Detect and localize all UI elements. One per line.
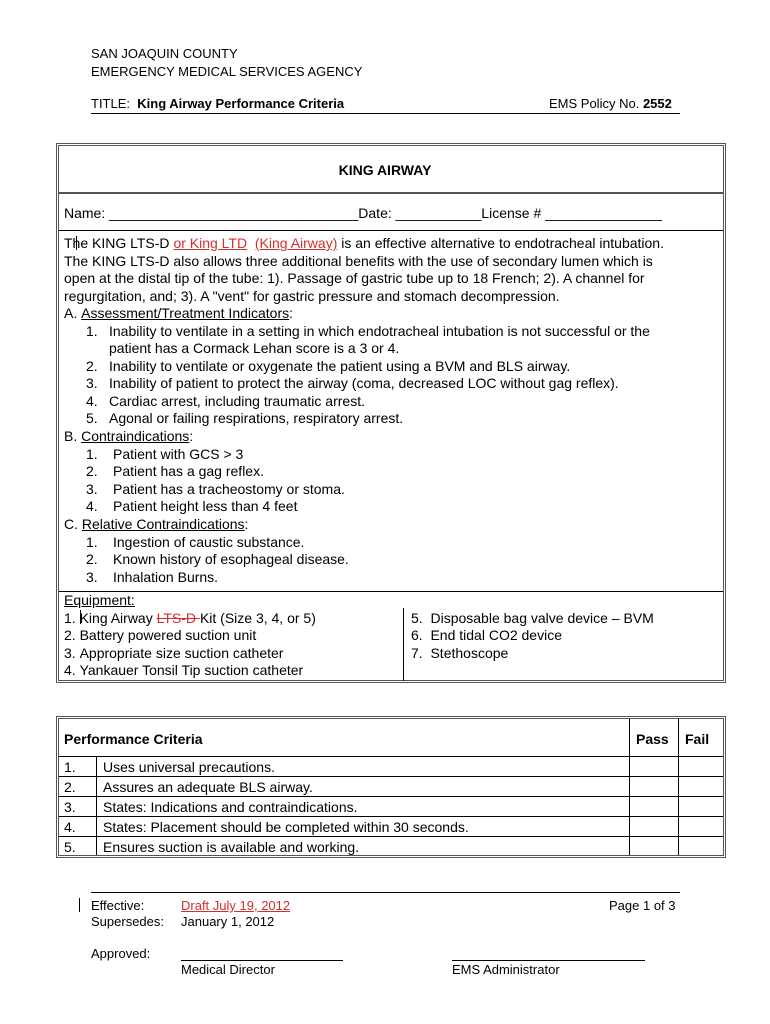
agency-name-line2: EMERGENCY MEDICAL SERVICES AGENCY	[91, 64, 363, 79]
table-row-number: 5.	[64, 839, 76, 855]
page-number: Page 1 of 3	[609, 898, 676, 913]
equipment-item: 3. Appropriate size suction catheter	[64, 644, 284, 661]
list-item: patient has a Cormack Lehan score is a 3 or 4.	[109, 340, 400, 356]
pass-header: Pass	[636, 731, 669, 747]
intro-line-3: open at the distal tip of the tube: 1). Passage of gastric tube up to 18 French; 2). A channel for	[64, 270, 645, 286]
list-item: Inability to ventilate or oxygenate the patient using a BVM and BLS airway.	[109, 357, 571, 374]
table-row-text: States: Indications and contraindications.	[103, 799, 358, 815]
list-item: Patient has a gag reflex.	[113, 463, 264, 479]
list-number: 1.	[86, 533, 98, 550]
date-field[interactable]: ___________	[395, 205, 482, 221]
approved-label: Approved:	[91, 946, 151, 961]
table-row-text: Uses universal precautions.	[103, 759, 275, 775]
footer-rule	[91, 892, 680, 893]
section-b-heading: B. Contraindications:	[64, 428, 194, 444]
intro-line-4: regurgitation, and; 3). A "vent" for gastric pressure and stomach decompression.	[64, 287, 560, 304]
signature-line-ems-administrator[interactable]	[452, 960, 645, 961]
list-item: Patient has a tracheostomy or stoma.	[113, 480, 345, 497]
number-column-line	[96, 756, 97, 855]
list-number: 2.	[86, 551, 98, 567]
table-row-text: Assures an adequate BLS airway.	[103, 779, 313, 795]
equipment-heading: Equipment:	[64, 592, 135, 608]
table-row-text: States: Placement should be completed within 30 seconds.	[103, 819, 469, 835]
equipment-item: 1. King Airway LTS-D Kit (Size 3, 4, or 5)	[64, 609, 316, 626]
inserted-text: (King Airway)	[254, 235, 338, 251]
pass-column-line	[629, 719, 630, 855]
equipment-column-divider	[403, 608, 404, 681]
equipment-item: 4. Yankauer Tonsil Tip suction catheter	[64, 662, 304, 678]
agency-name-line1: SAN JOAQUIN COUNTY	[91, 46, 238, 61]
table-row-number: 4.	[64, 819, 76, 835]
effective-date: Draft July 19, 2012	[181, 898, 291, 913]
table-row-text: Ensures suction is available and working.	[103, 839, 360, 855]
title-prefix: TITLE:	[91, 96, 131, 111]
table-row-number: 3.	[64, 799, 76, 815]
document-title	[91, 96, 344, 111]
name-field[interactable]: ________________________________	[109, 205, 359, 221]
form-heading: KING AIRWAY	[338, 162, 432, 178]
list-item: Inhalation Burns.	[113, 568, 219, 585]
date-label: Date:	[358, 205, 392, 221]
list-item: Cardiac arrest, including traumatic arrest.	[109, 392, 365, 409]
intro-line-2: The KING LTS-D also allows three additional benefits with the use of secondary lumen which is	[64, 252, 653, 269]
name-label: Name:	[64, 205, 106, 221]
list-number: 5.	[86, 410, 98, 426]
effective-label: Effective:	[91, 898, 145, 913]
list-item: Patient with GCS > 3	[113, 445, 244, 462]
inserted-text: or King LTD	[173, 235, 248, 251]
list-number: 2.	[86, 357, 98, 374]
list-item: Inability to ventilate in a setting in which endotracheal intubation is not successful or the	[109, 322, 650, 339]
list-item: Ingestion of caustic substance.	[113, 533, 305, 550]
list-number: 1.	[86, 322, 98, 339]
section-c-heading: C. Relative Contraindications:	[64, 516, 249, 532]
deleted-text: LTS-D	[156, 609, 200, 626]
license-field[interactable]: _______________	[545, 205, 662, 221]
policy-number: EMS Policy No. 2552	[549, 96, 672, 111]
revision-cursor	[80, 610, 81, 624]
license-label: License #	[481, 205, 542, 221]
list-item: Known history of esophageal disease.	[113, 551, 349, 567]
heading-divider	[59, 192, 723, 194]
fail-header: Fail	[685, 731, 710, 747]
ems-administrator-label: EMS Administrator	[452, 962, 560, 977]
name-row	[64, 205, 662, 223]
list-item: Patient height less than 4 feet	[113, 498, 298, 514]
revision-bar	[79, 898, 80, 912]
performance-header: Performance Criteria	[64, 731, 203, 747]
section-a-heading: A. Assessment/Treatment Indicators:	[64, 305, 294, 321]
list-number: 1.	[86, 445, 98, 462]
table-row-number: 2.	[64, 779, 76, 795]
name-divider	[59, 230, 723, 231]
intro-line-1: The KING LTS-D or King LTD (King Airway) is an effective alternative to endotracheal intubation.	[64, 235, 664, 251]
equipment-item: 2. Battery powered suction unit	[64, 627, 257, 643]
equipment-item: 5. Disposable bag valve device – BVM	[411, 609, 654, 626]
list-number: 3.	[86, 375, 98, 391]
table-row-number: 1.	[64, 759, 76, 775]
medical-director-label: Medical Director	[181, 962, 275, 977]
signature-line-medical-director[interactable]	[181, 960, 343, 961]
fail-column-line	[678, 719, 679, 855]
list-number: 4.	[86, 392, 98, 409]
title-text: King Airway Performance Criteria	[137, 96, 345, 111]
list-number: 3.	[86, 480, 98, 497]
equipment-item: 7. Stethoscope	[411, 644, 509, 661]
list-number: 4.	[86, 498, 98, 514]
list-number: 2.	[86, 463, 98, 479]
supersedes-date: January 1, 2012	[181, 914, 275, 929]
equipment-divider	[59, 591, 723, 592]
list-item: Inability of patient to protect the airway (coma, decreased LOC without gag reflex).	[109, 375, 619, 391]
header-rule	[91, 113, 680, 114]
equipment-item: 6. End tidal CO2 device	[411, 627, 562, 643]
supersedes-label: Supersedes:	[91, 914, 164, 929]
list-number: 3.	[86, 568, 98, 585]
list-item: Agonal or failing respirations, respiratory arrest.	[109, 410, 404, 426]
